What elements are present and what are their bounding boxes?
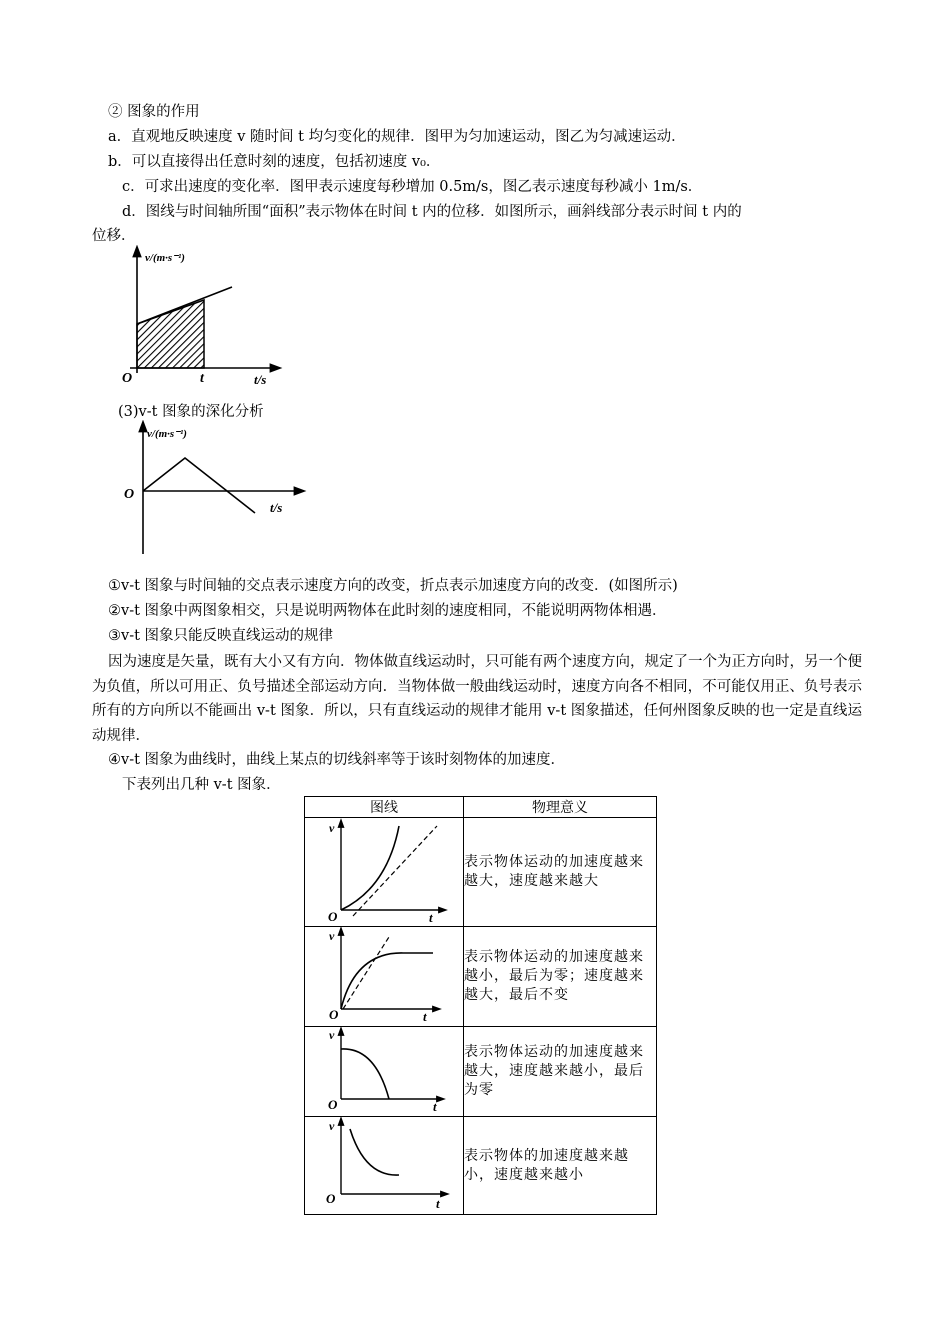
v-label: v <box>329 1119 335 1133</box>
point-4: ④v-t 图象为曲线时，曲线上某点的切线斜率等于该时刻物体的加速度． <box>108 752 566 768</box>
v-label: v <box>329 821 335 835</box>
section3-heading: (3)v-t 图象的深化分析 <box>118 404 264 420</box>
point-1: ①v-t 图象与时间轴的交点表示速度方向的改变，折点表示加速度方向的改变．(如图所示) <box>108 578 678 594</box>
graph-accelerating-decreasing <box>305 1027 463 1112</box>
curve <box>341 953 433 1009</box>
origin-label: O <box>328 909 338 922</box>
origin-label: O <box>329 1007 339 1022</box>
figure-area-under-line <box>118 245 288 390</box>
table-row <box>305 927 657 1027</box>
point-2: ②v-t 图象中两图象相交，只是说明两物体在此时刻的速度相同，不能说明两物体相遇． <box>108 603 667 619</box>
header-meaning: 物理意义 <box>464 797 657 818</box>
table-intro: 下表列出几种 v-t 图象． <box>122 777 281 793</box>
header-graph: 图线 <box>305 797 464 818</box>
x-axis-label: t/s <box>270 500 283 515</box>
graph-accelerating-increasing <box>305 818 463 922</box>
origin-label: O <box>122 371 133 386</box>
item-c: c．可求出速度的变化率．图甲表示速度每秒增加 0.5m/s，图乙表示速度每秒减小 1m/s． <box>122 179 703 195</box>
graph-decelerating-decreasing <box>305 1117 463 1210</box>
item-d: d．图线与时间轴所围“面积”表示物体在时间 t 内的位移．如图所示，画斜线部分表示时间 t 内的 <box>122 204 742 220</box>
velocity-polyline <box>143 458 255 513</box>
v-label: v <box>329 929 335 943</box>
item-b: b．可以直接得出任意时刻的速度，包括初速度 v₀． <box>108 154 441 170</box>
origin-label: O <box>328 1097 338 1112</box>
meaning-cell: 表示物体运动的加速度越来越大，速度越来越大 <box>464 818 657 927</box>
t-label: t <box>436 1196 440 1210</box>
curve <box>341 1049 389 1099</box>
point-3: ③v-t 图象只能反映直线运动的规律 <box>108 628 334 644</box>
y-axis-label: v/(m·s⁻¹) <box>147 428 187 440</box>
y-axis-label: v/(m·s⁻¹) <box>145 252 185 264</box>
item-a: a．直观地反映速度 v 随时间 t 均匀变化的规律．图甲为匀加速运动，图乙为匀减速运动． <box>108 129 686 145</box>
table-header-row <box>305 797 657 818</box>
t-mark-label: t <box>200 371 204 386</box>
table-row <box>305 818 657 927</box>
table-row <box>305 1027 657 1117</box>
item-d-continued: 位移． <box>92 228 136 244</box>
vt-graph-table <box>304 796 657 1215</box>
tangent-dashed <box>343 937 389 1009</box>
explanation-paragraph: 因为速度是矢量，既有大小又有方向．物体做直线运动时，只可能有两个速度方向，规定了一个为正方向时，另一个便为负值，所以可用正、负号描述全部运动方向．当物体做一般曲线运动时，速度方向各不相同，不可能仅用正、负号表示所有的方向所以不能画出 v-t 图象．所以，只有直线运动的规律才能用 v-t 图象描述，任何州图象反映的也一定是直线运动规律． <box>92 654 862 744</box>
meaning-cell: 表示物体运动的加速度越来越大，速度越来越小，最后为零 <box>464 1027 657 1117</box>
origin-label: O <box>326 1191 336 1206</box>
curve <box>350 1129 399 1175</box>
tangent-dashed <box>353 826 437 916</box>
origin-label: O <box>124 487 135 502</box>
t-label: t <box>433 1099 437 1112</box>
meaning-cell: 表示物体运动的加速度越来越小，最后为零；速度越来越大，最后不变 <box>464 927 657 1027</box>
t-label: t <box>429 910 433 922</box>
table-row <box>305 1117 657 1215</box>
meaning-cell: 表示物体的加速度越来越小，速度越来越小 <box>464 1117 657 1215</box>
v-label: v <box>329 1028 335 1042</box>
x-axis-label: t/s <box>254 372 267 387</box>
t-label: t <box>423 1009 427 1022</box>
section-heading: ② 图象的作用 <box>108 104 200 120</box>
graph-decelerating-increasing <box>305 927 463 1022</box>
figure-deep-analysis <box>118 420 308 560</box>
